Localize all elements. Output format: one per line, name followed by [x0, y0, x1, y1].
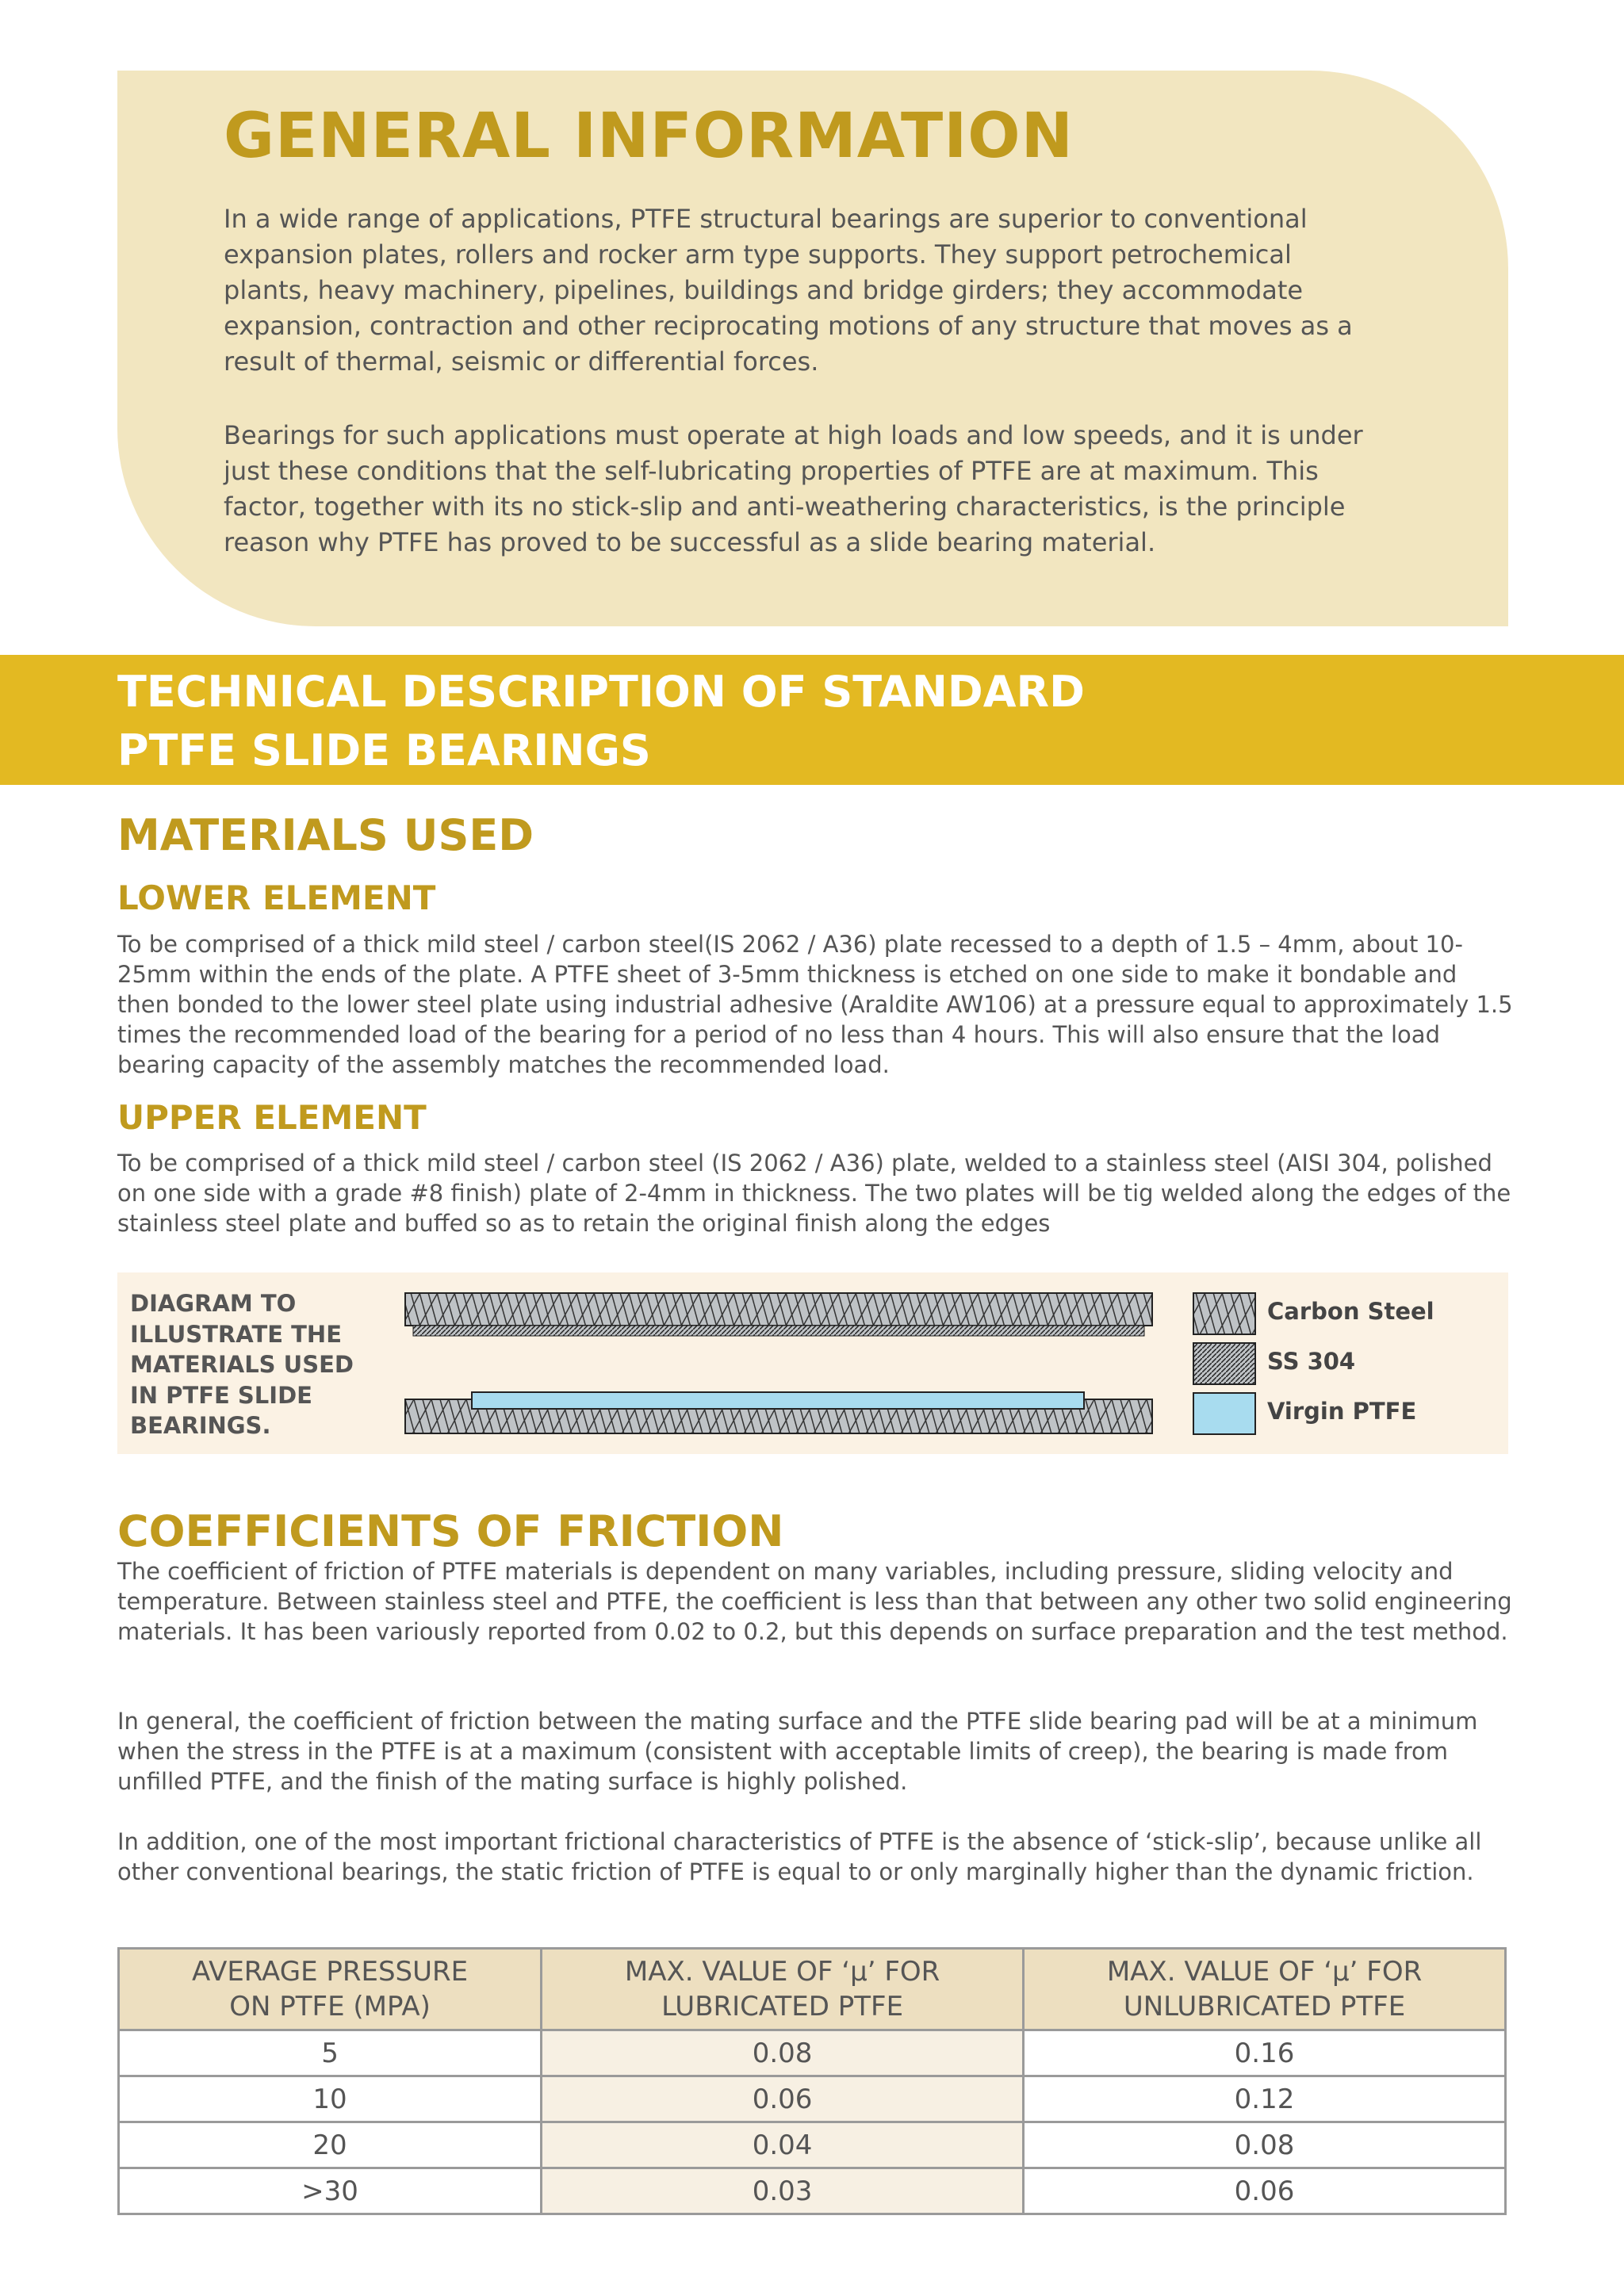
upper-ss304-plate [413, 1326, 1144, 1336]
table-row [119, 2030, 1506, 2076]
friction-paragraph-1: The coefficient of friction of PTFE materials is dependent on many variables, including pressure, sliding velocity and temperature. Between stainless steel and PTFE, the coefficient is less than that between any other two solid engineering materials. It has been variously reported from 0.02 to 0.2, but this depends on surface preparation and the test method. [117, 1558, 1512, 1645]
legend-virgin-ptfe: Virgin PTFE [1267, 1398, 1417, 1425]
cell-unlubricated: 0.16 [1024, 2030, 1506, 2076]
general-information-title: GENERAL INFORMATION [224, 101, 1074, 172]
caption-line: IN PTFE SLIDE [130, 1381, 312, 1409]
lower-element-text: To be comprised of a thick mild steel / carbon steel(IS 2062 / A36) plate recessed to a depth of 1.5 – 4mm, about 10-25mm within the ends of the plate. A PTFE sheet of 3-5mm thickness is etched on one side to make it bondable and then bonded to the lower steel plate using industrial adhesive (Araldite AW106) at a pressure equal to approximately 1.5 times the recommended load of the bearing for a period of no less than 4 hours. This will also ensure that the load bearing capacity of the assembly matches the recommended load. [117, 931, 1513, 1078]
cell-lubricated: 0.06 [542, 2076, 1024, 2122]
ptfe-sheet [472, 1392, 1084, 1409]
header-line: ON PTFE (MPA) [229, 1991, 431, 2022]
header-line: MAX. VALUE OF ‘µ’ FOR [624, 1956, 940, 1988]
cell-pressure: 5 [119, 2030, 542, 2076]
friction-table [117, 1947, 1507, 2215]
cell-lubricated: 0.03 [542, 2168, 1024, 2214]
coefficients-heading: COEFFICIENTS OF FRICTION [117, 1506, 784, 1556]
legend-ss304-swatch [1193, 1343, 1255, 1384]
cell-unlubricated: 0.06 [1024, 2168, 1506, 2214]
caption-line: MATERIALS USED [130, 1351, 354, 1378]
legend-carbon-steel-swatch [1193, 1293, 1255, 1334]
header-line: MAX. VALUE OF ‘µ’ FOR [1106, 1956, 1423, 1988]
cell-unlubricated: 0.08 [1024, 2122, 1506, 2168]
header-lubricated [542, 1949, 1024, 2030]
cell-pressure: 20 [119, 2122, 542, 2168]
lower-element-heading: LOWER ELEMENT [117, 878, 436, 917]
table-row [119, 2122, 1506, 2168]
upper-element-heading: UPPER ELEMENT [117, 1098, 427, 1137]
table-row [119, 2168, 1506, 2214]
header-line: UNLUBRICATED PTFE [1123, 1991, 1406, 2022]
general-paragraph-1: In a wide range of applications, PTFE structural bearings are superior to conventional expansion plates, rollers and rocker arm type supports. They support petrochemical plants, heavy machinery, pipelines, buildings and bridge girders; they accommodate expansion, contraction and other reciprocating motions of any structure that moves as a result of thermal, seismic or differential forces. [224, 204, 1353, 377]
caption-line: BEARINGS. [130, 1412, 271, 1439]
upper-carbon-steel-plate [405, 1293, 1152, 1326]
band-title-line-1: TECHNICAL DESCRIPTION OF STANDARD [117, 667, 1085, 717]
legend-ptfe-swatch [1193, 1393, 1255, 1434]
caption-line: DIAGRAM TO [130, 1290, 297, 1317]
table-row [119, 2076, 1506, 2122]
header-line: LUBRICATED PTFE [661, 1991, 904, 2022]
header-unlubricated [1024, 1949, 1506, 2030]
cell-unlubricated: 0.12 [1024, 2076, 1506, 2122]
general-paragraph-2: Bearings for such applications must operate at high loads and low speeds, and it is under just these conditions that the self-lubricating properties of PTFE are at maximum. This factor, together with its no stick-slip and anti-weathering characteristics, is the principle reason why PTFE has proved to be successful as a slide bearing material. [224, 420, 1363, 557]
technical-description-band [0, 655, 1624, 785]
upper-element-text: To be comprised of a thick mild steel / carbon steel (IS 2062 / A36) plate, welded to a stainless steel (AISI 304, polished on one side with a grade #8 finish) plate of 2-4mm in thickness. The two plates will be tig welded along the edges of the stainless steel plate and buffed so as to retain the original finish along the edges [117, 1150, 1511, 1237]
cell-lubricated: 0.08 [542, 2030, 1024, 2076]
header-line: AVERAGE PRESSURE [191, 1956, 469, 1988]
table-header-row [119, 1949, 1506, 2030]
legend-ss304: SS 304 [1267, 1348, 1356, 1375]
cell-pressure: >30 [119, 2168, 542, 2214]
band-title-line-2: PTFE SLIDE BEARINGS [117, 725, 651, 775]
materials-used-heading: MATERIALS USED [117, 810, 534, 860]
friction-paragraph-3: In addition, one of the most important frictional characteristics of PTFE is the absence of ‘stick-slip’, because unlike all other conventional bearings, the static friction of PTFE is equal to or only marginally higher than the dynamic friction. [117, 1828, 1482, 1885]
materials-diagram [117, 1272, 1508, 1454]
legend-carbon-steel: Carbon Steel [1267, 1298, 1434, 1325]
friction-paragraph-2: In general, the coefficient of friction between the mating surface and the PTFE slide bearing pad will be at a minimum when the stress in the PTFE is at a maximum (consistent with acceptable limits of creep), the bearing is made from unfilled PTFE, and the finish of the mating surface is highly polished. [117, 1708, 1478, 1795]
cell-pressure: 10 [119, 2076, 542, 2122]
cell-lubricated: 0.04 [542, 2122, 1024, 2168]
header-pressure [119, 1949, 542, 2030]
general-information-panel [117, 71, 1508, 626]
caption-line: ILLUSTRATE THE [130, 1320, 343, 1348]
